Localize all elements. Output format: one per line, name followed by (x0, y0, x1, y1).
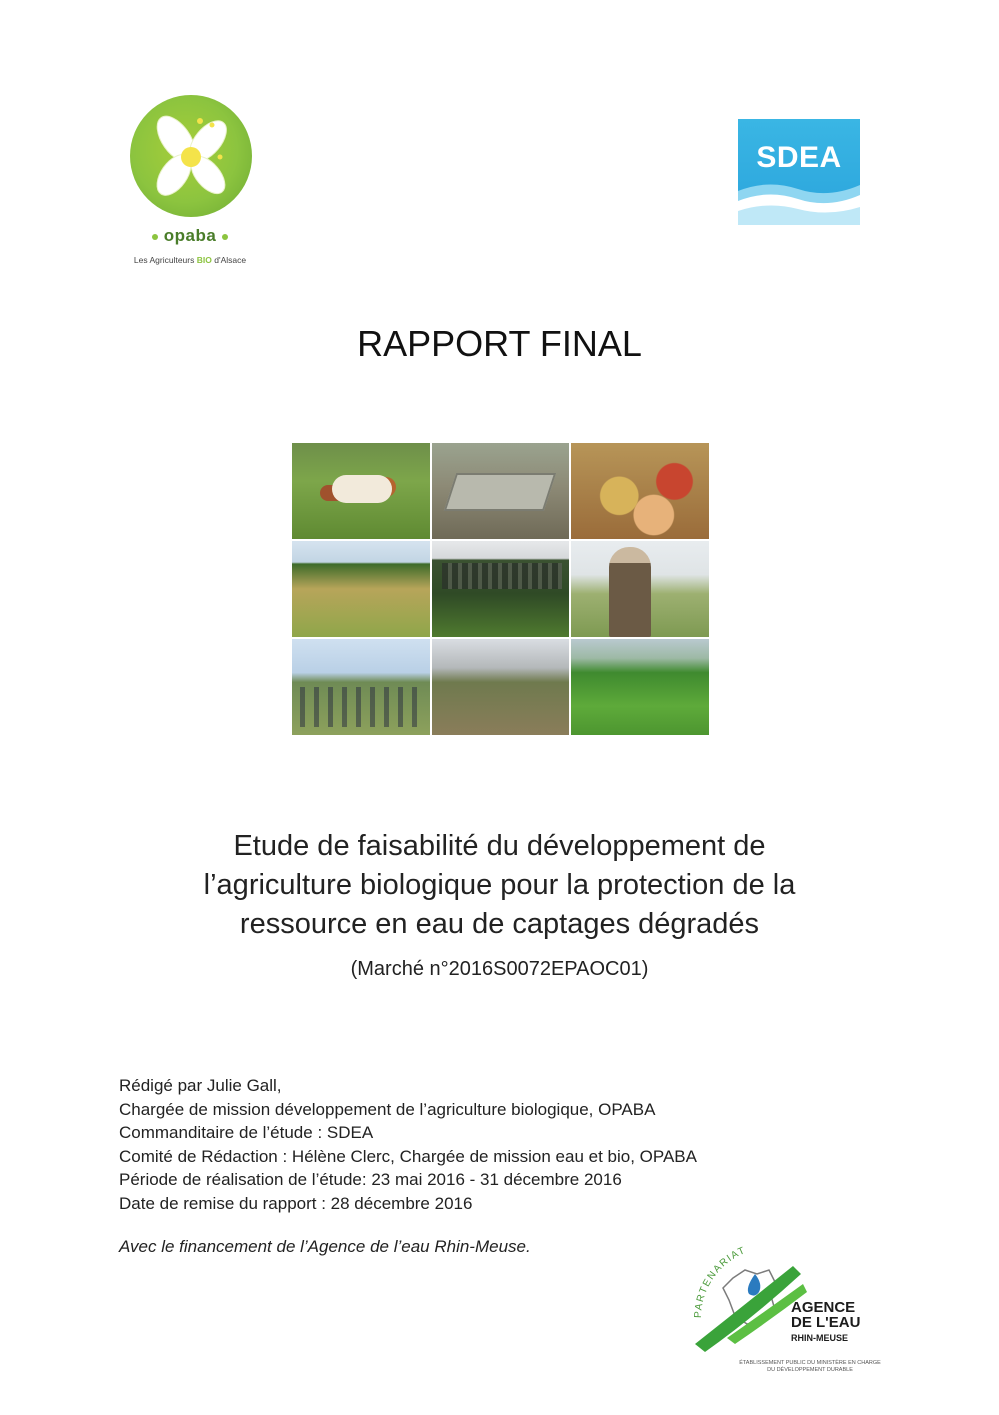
info-line: Période de réalisation de l’étude: 23 mai 2016 - 31 décembre 2016 (119, 1170, 622, 1190)
info-line: Date de remise du rapport : 28 décembre 2016 (119, 1193, 473, 1213)
opaba-tagline: Les Agriculteurs BIO d'Alsace (133, 255, 247, 265)
study-title-line: ressource en eau de captages dégradés (239, 908, 760, 940)
photo-field-visit-group (432, 541, 570, 637)
report-info (119, 1074, 697, 1216)
partenariat-label: PARTENARIAT (692, 1244, 748, 1319)
agence-name: AGENCE DE L'EAU RHIN-MEUSE (791, 1299, 861, 1343)
study-title-line: l’agriculture biologique pour la protection de la (203, 869, 796, 901)
info-line: Rédigé par Julie Gall, (119, 1076, 282, 1095)
opaba-logo (105, 95, 275, 285)
opaba-wordmark: opaba (105, 226, 275, 246)
photo-fruits (571, 443, 709, 539)
agence-subtitle: ÉTABLISSEMENT PUBLIC DU MINISTÈRE EN CHARGE DU DÉVELOPPEMENT DURABLE (739, 1360, 881, 1373)
sdea-logo (738, 119, 860, 225)
photo-cow-pasture (292, 443, 430, 539)
sdea-wave-icon (738, 179, 860, 225)
sdea-wordmark: SDEA (756, 141, 842, 174)
funding-note: Avec le financement de l’Agence de l’eau Rhin-Meuse. (119, 1237, 531, 1256)
photo-greenhouse-lettuce (571, 639, 709, 735)
study-title (0, 827, 999, 944)
photo-group-outdoors (292, 639, 430, 735)
photo-crop-field (292, 541, 430, 637)
market-number: (Marché n°2016S0072EPAOC01) (350, 958, 649, 980)
info-line: Commanditaire de l’étude : SDEA (119, 1123, 374, 1143)
info-line: Comité de Rédaction : Hélène Clerc, Chargée de mission eau et bio, OPABA (119, 1146, 697, 1166)
info-line: Chargée de mission développement de l’agriculture biologique, OPABA (119, 1099, 656, 1119)
photo-orchard-hillside (432, 639, 570, 735)
photo-collage (292, 443, 709, 735)
photo-field-equipment (432, 443, 570, 539)
agence-eau-logo (683, 1226, 883, 1376)
photo-birdhouse (571, 541, 709, 637)
study-title-line: Etude de faisabilité du développement de (233, 830, 766, 862)
opaba-flower-icon (130, 95, 252, 217)
report-title: RAPPORT FINAL (357, 323, 642, 364)
